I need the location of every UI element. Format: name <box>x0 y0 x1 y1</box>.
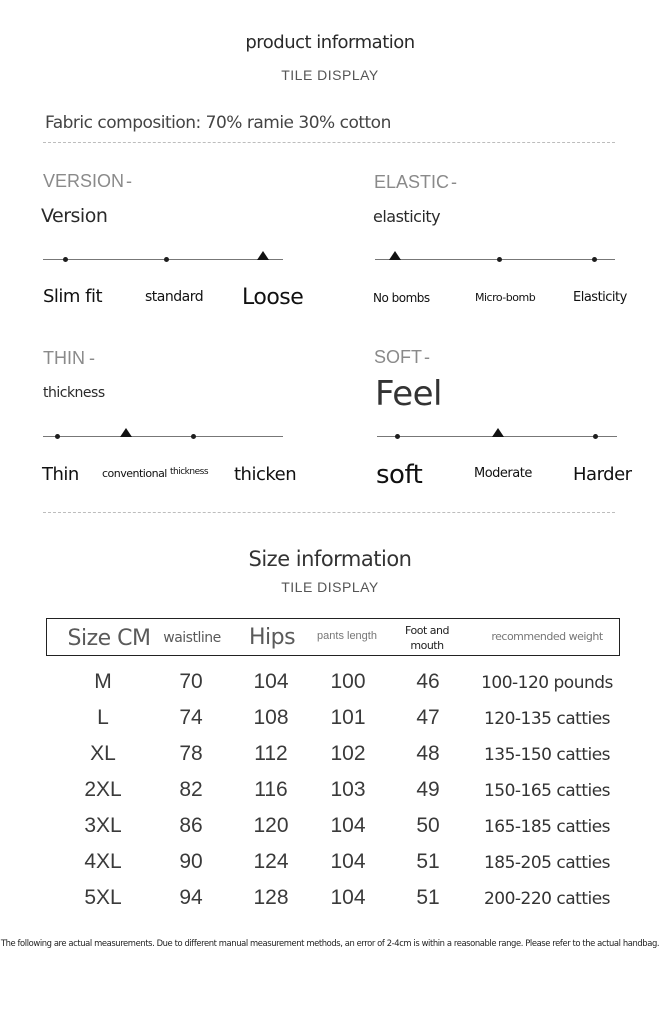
cell-weight: 150-165 catties <box>483 781 611 801</box>
cell-weight: 185-205 catties <box>483 853 611 873</box>
cell-weight: 200-220 catties <box>483 889 611 909</box>
cell-size: 5XL <box>84 886 122 909</box>
thin-heading: THIN - <box>43 348 95 368</box>
thin-label-thin: Thin <box>42 464 79 485</box>
soft-marker-soft <box>395 434 400 439</box>
soft-subheading: Feel <box>375 374 442 414</box>
cell-weight: 120-135 catties <box>483 709 611 729</box>
cell-size: 3XL <box>84 814 122 837</box>
elastic-marker-micro <box>497 257 502 262</box>
thin-label-thickness: thickness <box>170 467 209 477</box>
cell-foot: 47 <box>416 706 440 729</box>
cell-size: 4XL <box>84 850 122 873</box>
thin-marker-thickness <box>191 434 196 439</box>
cell-waist: 86 <box>179 814 203 837</box>
soft-label-harder: Harder <box>573 464 632 485</box>
cell-pants: 103 <box>330 778 366 801</box>
cell-pants: 104 <box>330 886 366 909</box>
cell-size: XL <box>90 742 116 765</box>
cell-pants: 100 <box>330 670 366 693</box>
thin-marker-thin <box>55 434 60 439</box>
cell-hips: 116 <box>254 778 288 801</box>
thin-scale <box>43 436 283 437</box>
size-section-subtitle: TILE DISPLAY <box>281 579 379 595</box>
elastic-label-microbomb: Micro-bomb <box>475 291 536 304</box>
soft-selected-marker <box>492 428 504 437</box>
size-table-header <box>46 618 620 656</box>
version-marker-standard <box>164 257 169 262</box>
divider <box>43 142 615 143</box>
cell-hips: 104 <box>253 670 289 693</box>
cell-hips: 112 <box>254 742 288 765</box>
cell-hips: 108 <box>253 706 289 729</box>
version-heading: VERSION - <box>43 171 133 191</box>
elastic-subheading: elasticity <box>373 207 441 226</box>
cell-waist: 82 <box>179 778 203 801</box>
size-section-title: Size information <box>248 547 412 571</box>
page-title: product information <box>245 32 415 53</box>
cell-waist: 94 <box>179 886 203 909</box>
version-selected-marker <box>257 251 269 260</box>
elastic-selected-marker <box>389 251 401 260</box>
thin-label-conventional: conventional <box>102 467 167 480</box>
cell-waist: 90 <box>179 850 203 873</box>
cell-size: L <box>97 706 109 729</box>
soft-marker-harder <box>593 434 598 439</box>
soft-label-soft: soft <box>376 460 423 490</box>
version-subheading: Version <box>41 205 108 227</box>
header-hips: Hips <box>248 625 296 650</box>
page-subtitle: TILE DISPLAY <box>281 67 379 83</box>
header-foot-line1: Foot and <box>405 624 449 637</box>
cell-foot: 46 <box>416 670 440 693</box>
thin-subheading: thickness <box>43 385 105 401</box>
soft-heading: SOFT - <box>374 347 430 367</box>
cell-pants: 104 <box>330 814 366 837</box>
thin-label-thicken: thicken <box>234 464 297 485</box>
cell-weight: 165-185 catties <box>483 817 611 837</box>
cell-waist: 70 <box>179 670 203 693</box>
version-label-slim: Slim fit <box>43 286 103 307</box>
cell-pants: 101 <box>330 706 366 729</box>
elastic-heading: ELASTIC - <box>374 172 458 192</box>
cell-foot: 49 <box>416 778 440 801</box>
cell-hips: 124 <box>253 850 289 873</box>
cell-hips: 120 <box>253 814 289 837</box>
version-scale <box>43 259 283 260</box>
header-recommended-weight: recommended weight <box>491 630 603 643</box>
cell-foot: 51 <box>416 850 440 873</box>
header-foot-line2: mouth <box>410 639 444 652</box>
cell-foot: 48 <box>416 742 440 765</box>
fabric-composition: Fabric composition: 70% ramie 30% cotton <box>45 113 391 133</box>
cell-waist: 74 <box>179 706 203 729</box>
version-label-standard: standard <box>145 289 204 305</box>
header-waistline: waistline <box>163 630 221 646</box>
cell-size: 2XL <box>84 778 122 801</box>
version-label-loose: Loose <box>242 285 304 310</box>
cell-weight: 100-120 pounds <box>481 673 613 693</box>
version-marker-slim <box>63 257 68 262</box>
elastic-label-elasticity: Elasticity <box>573 290 627 305</box>
cell-foot: 50 <box>416 814 440 837</box>
divider <box>43 512 615 513</box>
cell-waist: 78 <box>179 742 203 765</box>
cell-pants: 102 <box>330 742 366 765</box>
elastic-marker-elasticity <box>592 257 597 262</box>
header-pants-length: pants length <box>317 630 377 642</box>
header-foot-mouth <box>392 623 462 653</box>
elastic-scale <box>375 259 615 260</box>
header-size: Size CM <box>67 626 151 651</box>
cell-size: M <box>94 670 112 693</box>
elastic-label-nobombs: No bombs <box>373 291 430 305</box>
soft-label-moderate: Moderate <box>474 466 532 481</box>
thin-selected-marker <box>120 428 132 437</box>
measurement-footnote: The following are actual measurements. Due to different manual measurement methods, an error of 2-4cm is within a reasonable range. Please refer to the actual handbag. <box>0 938 660 948</box>
cell-weight: 135-150 catties <box>483 745 611 765</box>
cell-foot: 51 <box>416 886 440 909</box>
cell-pants: 104 <box>330 850 366 873</box>
cell-hips: 128 <box>253 886 289 909</box>
